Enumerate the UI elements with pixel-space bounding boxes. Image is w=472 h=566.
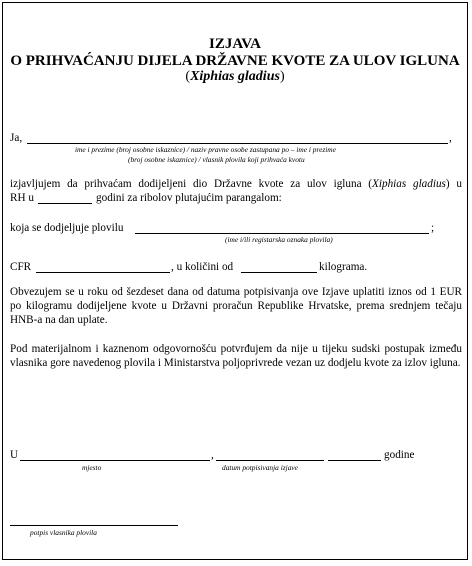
year-suffix: godini za ribolov plutajućim parangalom: <box>96 192 282 204</box>
year-field[interactable] <box>38 203 92 204</box>
place-prefix: U <box>10 449 19 461</box>
place-comma: , <box>211 449 214 461</box>
place-field[interactable] <box>20 460 210 461</box>
form-title: IZJAVA <box>209 36 261 52</box>
declaration-form <box>2 2 468 560</box>
year-signed-suffix: godine <box>384 449 415 461</box>
species-name: Xiphias gladius <box>190 69 280 84</box>
obligation-paragraph: Obvezujem se u roku od šezdeset dana od datuma potpisivanja ove Izjave uplatiti iznos od 1 EUR po kilogramu dodijeljene kvote u Državni proračun Republike Hrvatske, prema srednjem tečaju HNB-a na dan uplate. <box>10 286 462 326</box>
cfr-prefix: CFR <box>10 261 32 273</box>
cfr-field[interactable] <box>36 272 170 273</box>
date-hint: datum potpisivanja izjave <box>222 463 298 472</box>
place-hint: mjesto <box>82 463 102 472</box>
signature-field[interactable] <box>10 525 178 526</box>
quantity-suffix: kilograma. <box>319 261 368 273</box>
date-field[interactable] <box>216 460 324 461</box>
vessel-hint: (ime i/ili registarska oznaka plovila) <box>225 235 333 244</box>
quantity-prefix: , u količini od <box>171 261 234 273</box>
declarant-prefix: Ja, <box>10 132 23 144</box>
vessel-suffix: ; <box>431 222 435 234</box>
declarant-hint-2: (broj osobne iskaznice) / vlasnik plovila koji prihvaća kvotu <box>128 155 305 164</box>
species-close-paren: ) <box>279 69 285 84</box>
species-open-paren: ( <box>185 69 191 84</box>
declarant-suffix: , <box>449 132 452 144</box>
year-prefix: RH u <box>10 192 34 204</box>
declaration-species: Xiphias gladius <box>372 178 446 190</box>
liability-paragraph: Pod materijalnom i kaznenom odgovornošću potvrđujem da nije u tijeku sudski postupak između vlasnika gore navedenog plovila i Ministarstva poljoprivrede vezan uz dodjelu kvote za izlov igluna. <box>10 343 462 369</box>
vessel-prefix: koja se dodjeljuje plovilu <box>10 222 124 234</box>
declaration-text-2: ) u <box>445 178 462 190</box>
quantity-field[interactable] <box>241 272 317 273</box>
declaration-text-1: izjavljujem da prihvaćam dodijeljeni dio Državne kvote za ulov igluna ( <box>10 178 373 190</box>
signature-hint: potpis vlasnika plovila <box>30 528 97 537</box>
year-signed-field[interactable] <box>328 460 381 461</box>
declaration-line-1 <box>10 177 462 191</box>
vessel-field[interactable] <box>135 233 429 234</box>
declarant-name-field[interactable] <box>27 143 448 144</box>
form-subtitle: O PRIHVAĆANJU DIJELA DRŽAVNE KVOTE ZA ULOV IGLUNA <box>10 53 460 69</box>
declarant-hint-1: ime i prezime (broj osobne iskaznice) / naziv pravne osobe zastupana po – ime i prezime <box>75 145 336 154</box>
species-title <box>3 69 467 85</box>
